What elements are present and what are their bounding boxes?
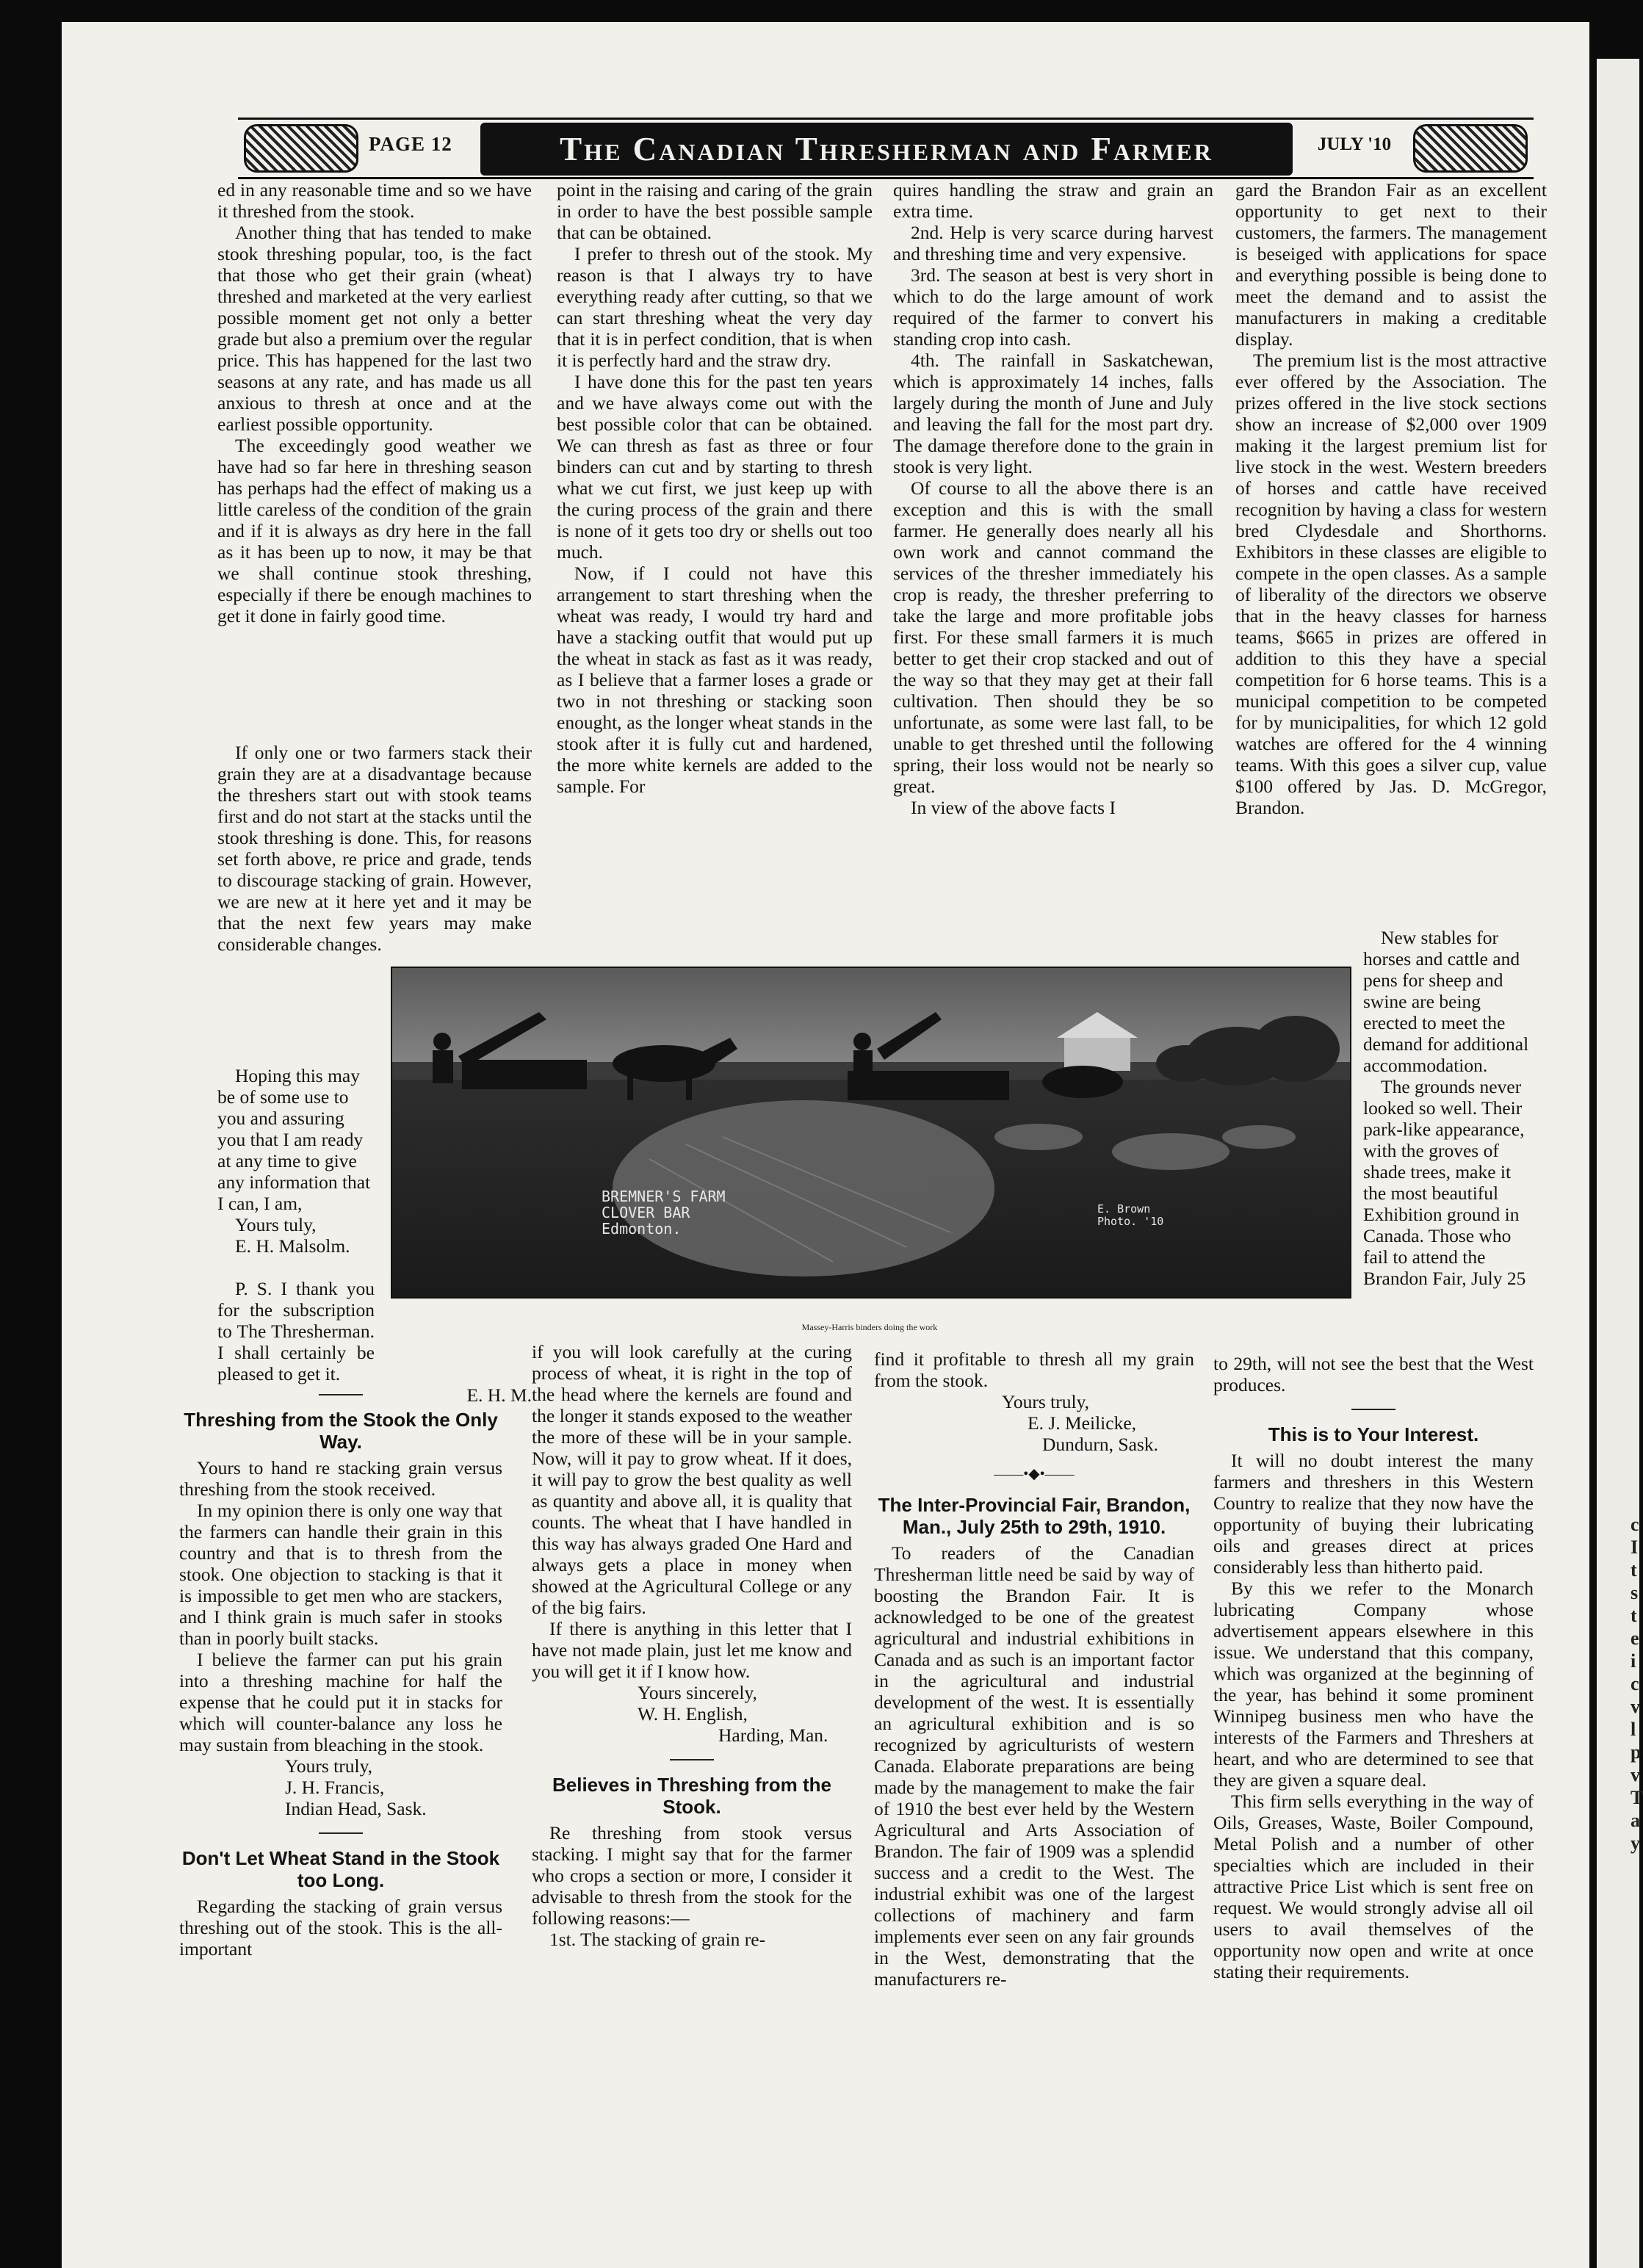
photo-inscription-left: BREMNER'S FARM CLOVER BAR Edmonton.: [602, 1188, 726, 1238]
paragraph: Regarding the stacking of grain versus threshing out of the stook. This is the all-important: [179, 1896, 502, 1960]
binders-scene-image: [392, 968, 1350, 1297]
paragraph: if you will look carefully at the curing process of wheat, it is right in the top of the head where the kernels are found and the longer it stands exposed to the weather the more of these will be in your sample. Now, will it pay to grow wheat. If it does, it will pay to grow the best quality as well as quantity and above all, it is quality that counts. The wheat that I have handled in this way has always graded One Hard and always gets a place in money when showed at the Agricultural College or any of the big fairs.: [532, 1341, 852, 1618]
column-1-upper: [217, 179, 532, 626]
headline: Believes in Threshing from the Stook.: [552, 1774, 831, 1818]
paragraph: gard the Brandon Fair as an excellent opportunity to get next to their customers, the farmers. The management is beseiged with applications for space and everything possible is being done to meet the demand and to assist the manufacturers in making a creditable display.: [1235, 179, 1547, 350]
signature: E. H. Malsolm.: [235, 1235, 350, 1257]
closing: Yours sincerely,: [638, 1682, 757, 1703]
headline: Threshing from the Stook the Only Way.: [184, 1409, 498, 1453]
paragraph: I have done this for the past ten years and we have always come out with the best possible color that can be obtained. We can thresh as fast as three or four binders can cut and by starting to thresh what we cut first, we just keep up with the curing process of the grain and there is none of it gets too dry or shells out too much.: [557, 371, 873, 563]
paragraph: quires handling the straw and grain an extra time.: [893, 179, 1213, 222]
paragraph: Hoping this may be of some use to you and assuring you that I am ready at any time to give any information that I can, I am,: [217, 1065, 371, 1214]
divider: [319, 1832, 363, 1834]
postscript-initials: E. H. M.: [466, 1384, 532, 1406]
place: Indian Head, Sask.: [285, 1798, 427, 1819]
place: Harding, Man.: [718, 1725, 828, 1746]
paragraph: By this we refer to the Monarch lubricating Company whose advertisement appears elsewhere in this issue. We understand that this company, which was organized at the beginning of the year, has behind it some prominent Winnipeg business men who have the interests of the Farmers and Threshers at heart, and who are determined to see that they are given a square deal.: [1213, 1578, 1534, 1791]
headline: The Inter-Provincial Fair, Brandon, Man., July 25th to 29th, 1910.: [878, 1494, 1191, 1538]
signature: E. J. Meilicke,: [1028, 1412, 1137, 1434]
signature: W. H. English,: [638, 1703, 748, 1725]
paragraph: Another thing that has tended to make stook threshing popular, too, is the fact that those who get their grain (wheat) threshed and marketed at the very earliest possible moment get not only a better grade but also a premium over the regular price. This has happened for the last two seasons at any rate, and has made us all anxious to thresh at once and at the earliest possible opportunity.: [217, 222, 532, 435]
divider: [670, 1759, 714, 1760]
place: Dundurn, Sask.: [1042, 1434, 1158, 1455]
paragraph: The premium list is the most attractive ever offered by the Association. The prizes offered in the live stock sections show an increase of $2,000 over 1909 making it the largest premium list for live stock in the west. Western breeders of horses and cattle have received recognition by having a class for western bred Clydesdale and Shorthorns. Exhibitors in these classes are eligible to compete in the open classes. As a sample of liberality of the directors we observe that in the heavy classes for harness teams, $665 in prizes are offered in addition to this they have a special competition for 6 horse teams. This is a municipal competition to be competed for by municipalities, for which 12 gold watches are offered for the 4 winning teams. With this goes a silver cup, value $100 offered by Jas. D. McGregor, Brandon.: [1235, 350, 1547, 818]
paragraph: find it profitable to thresh all my grain from the stook.: [874, 1348, 1194, 1391]
column-3-lower: [874, 1348, 1194, 1990]
issue-date: JULY '10: [1317, 134, 1392, 154]
paragraph: Yours to hand re stacking grain versus threshing from the stook received.: [179, 1457, 502, 1500]
column-1-mid: [217, 742, 532, 955]
ornament-right-icon: [1413, 124, 1528, 173]
paragraph: In view of the above facts I: [911, 797, 1116, 818]
paragraph: 1st. The stacking of grain re-: [549, 1929, 766, 1950]
closing: Yours truly,: [285, 1755, 373, 1777]
paragraph: ed in any reasonable time and so we have it threshed from the stook.: [217, 179, 532, 222]
paragraph: Of course to all the above there is an exception and this is with the small farmer. He generally does nearly all his own work and cannot command the services of the thresher immediately his crop is ready, the thresher preferring to take the large and more profitable jobs first. For these small farmers it is much better to get their crop stacked and out of the way so that they may get at their fall cultivation. Then should they be so unfortunate, as some were last fall, to be unable to get threshed until the following spring, their loss would not be nearly so great.: [893, 477, 1213, 797]
column-3-upper: [893, 179, 1213, 818]
paragraph: This firm sells everything in the way of Oils, Greases, Waste, Boiler Compound, Metal Polish and a number of other specialties which are included in their attractive Price List which is sent free on request. We would strongly advise all oil users to avail themselves of the opportunity now open and write at once stating their requirements.: [1213, 1791, 1534, 1982]
masthead: [238, 118, 1534, 179]
paragraph: I prefer to thresh out of the stook. My reason is that I always try to have everything ready after cutting, so that we can start threshing wheat the very day that it is in perfect condition, that is when it is perfectly hard and the straw dry.: [557, 243, 873, 371]
divider-ornament: ——•◆•——: [994, 1466, 1075, 1482]
page-number: PAGE 12: [369, 133, 452, 155]
publication-title: The Canadian Thresherman and Farmer: [480, 123, 1293, 176]
photo-inscription-right: E. Brown Photo. '10: [1097, 1202, 1164, 1228]
column-1-lower: [179, 1381, 502, 1960]
column-1-narrow: [217, 1065, 375, 1257]
signature: J. H. Francis,: [285, 1777, 385, 1798]
paragraph: Now, if I could not have this arrangement to start threshing when the wheat was ready, I would try hard and have a stacking outfit that would put up the wheat in stack as fast as it was ready, as I believe that a farmer loses a grade or two in not threshing or stacking soon enought, as the longer wheat stands in the stook after it is fully cut and hardened, the more white kernels are added to the sample. For: [557, 563, 873, 797]
column-2-lower: [532, 1341, 852, 1950]
headline: This is to Your Interest.: [1268, 1423, 1479, 1445]
paragraph: It will no doubt interest the many farmers and threshers in this Western Country to realize that they now have the opportunity of buying their lubricating oils and greases direct at prices considerably less than hitherto paid.: [1213, 1450, 1534, 1578]
column-4-upper: [1235, 179, 1547, 818]
paragraph: Re threshing from stook versus stacking. I might say that for the farmer who crops a section or more, I consider it advisable to thresh from the stook for the following reasons:—: [532, 1822, 852, 1929]
paragraph: New stables for horses and cattle and pens for sheep and swine are being erected to meet the demand for additional accommodation.: [1363, 927, 1529, 1076]
paragraph: To readers of the Canadian Thresherman little need be said by way of boosting the Brandon Fair. It is acknowledged to be one of the greatest agricultural and industrial exhibitions in Canada and as such is an important factor in the agricultural and industrial development of the west. It is essentially an agricultural exhibition and is so recognized by agriculturists of western Canada. Elaborate preparations are being made by the management to make the fair of 1910 the best ever held by the Western Agricultural and Arts Association of Brandon. The fair of 1909 was a splendid success and a credit to the West. The industrial exhibit was one of the largest collections of machinery and farm implements ever seen on any fair grounds in the West, demonstrating that the manufacturers re-: [874, 1542, 1194, 1990]
paragraph: point in the raising and caring of the grain in order to have the best possible sample that can be obtained.: [557, 179, 873, 243]
paragraph: If only one or two farmers stack their grain they are at a disadvantage because the threshers start out with stook teams first and do not start at the stacks until the stook threshing is done. This, for reasons set forth above, re price and grade, tends to discourage stacking of grain. However, we are new at it here yet and it may be that the next few years may make considerable changes.: [217, 742, 532, 955]
paragraph: The exceedingly good weather we have had so far here in threshing season has perhaps had the effect of making us a little careless of the condition of the grain and if it is always as dry here in the fall as it has been up to now, it may be that we shall continue stook threshing, especially if there be enough machines to get it done in fairly good time.: [217, 435, 532, 626]
photo-caption: Massey-Harris binders doing the work: [801, 1322, 938, 1332]
ornament-left-icon: [244, 124, 358, 173]
paragraph: In my opinion there is only one way that the farmers can handle their grain in this country and that is to thresh from the stook. One objection to stacking is that it is impossible to get men who are stackers, and I think grain is much safer in stooks than in poorly built stacks.: [179, 1500, 502, 1649]
column-4-lower: [1213, 1353, 1534, 1982]
paragraph: to 29th, will not see the best that the West produces.: [1213, 1353, 1534, 1395]
postscript: P. S. I thank you for the subscription to The Thresherman. I shall certainly be pleased to get it.: [217, 1278, 375, 1384]
closing: Yours truly,: [1002, 1391, 1090, 1412]
farm-photograph: [391, 967, 1351, 1299]
paragraph: 2nd. Help is very scarce during harvest and threshing time and very expensive.: [893, 222, 1213, 264]
paragraph: If there is anything in this letter that I have not made plain, just let me know and you will get it if I know how.: [532, 1618, 852, 1682]
paragraph: 4th. The rainfall in Saskatchewan, which is approximately 14 inches, falls largely during the month of June and July and leaving the fall for the most part dry. The damage therefore done to the grain in stook is very light.: [893, 350, 1213, 477]
column-4-narrow: [1363, 927, 1532, 1289]
paragraph: 3rd. The season at best is very short in which to do the large amount of work required of the farmer to convert his standing crop into cash.: [893, 264, 1213, 350]
closing: Yours tuly,: [235, 1214, 317, 1235]
divider: [1351, 1409, 1395, 1410]
divider: [319, 1394, 363, 1395]
adjacent-page-letters: c I t s t e i c v l p v T a y: [1631, 1514, 1643, 1854]
column-2-upper: [557, 179, 873, 797]
paragraph: I believe the farmer can put his grain into a threshing machine for half the expense that he could put it in stacks for which will counter-balance any loss he may sustain from bleaching in the stook.: [179, 1649, 502, 1755]
adjacent-page-edge: [1597, 59, 1643, 2268]
headline: Don't Let Wheat Stand in the Stook too Long.: [181, 1847, 500, 1891]
paragraph: The grounds never looked so well. Their park-like appearance, with the groves of shade trees, make it the most beautiful Exhibition ground in Canada. Those who fail to attend the Brandon Fair, July 25: [1363, 1076, 1526, 1289]
